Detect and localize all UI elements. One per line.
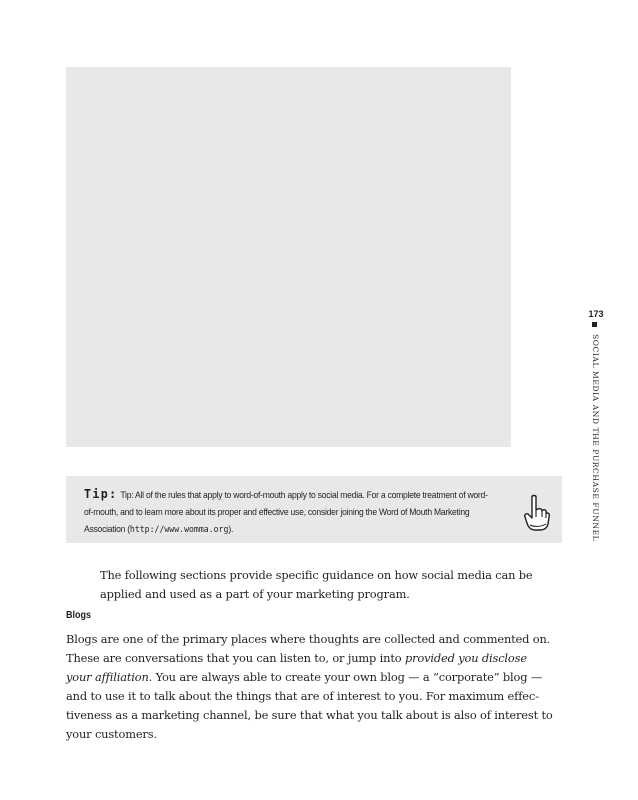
paragraph-blogs-line-3-text: . You are always able to create your own blog — a “corporate” blog — (148, 670, 543, 684)
figure-placeholder (66, 67, 511, 447)
page-number: 173 (588, 309, 604, 319)
tip-line-1-text: Tip: All of the rules that apply to word-of-mouth apply to social media. For a complete treatment of word- (120, 490, 488, 500)
tip-url[interactable]: http://www.womma.org (129, 525, 229, 535)
tip-line-2: of-mouth, and to learn more about its proper and effective use, consider joining the Word of Mouth Marketing (84, 507, 470, 517)
paragraph-blogs-line-6: your customers. (66, 727, 157, 741)
paragraph-blogs-line-2 (66, 649, 527, 668)
running-head: SOCIAL MEDIA AND THE PURCHASE FUNNEL (591, 334, 600, 542)
tip-box (66, 476, 562, 543)
paragraph-blogs-line-2-text: These are conversations that you can listen to, or jump into (66, 651, 405, 665)
paragraph-blogs-line-3 (66, 668, 543, 687)
tip-line-3 (84, 521, 484, 539)
paragraph-intro (66, 566, 533, 604)
pointing-hand-icon (521, 493, 551, 533)
paragraph-blogs-line-1: Blogs are one of the primary places where thoughts are collected and commented on. (66, 632, 551, 646)
tip-line-1 (84, 485, 488, 504)
paragraph-blogs-line-2-italic: provided you disclose (404, 651, 527, 665)
paragraph-blogs-line-5: tiveness as a marketing channel, be sure that what you talk about is also of interest to (66, 708, 553, 722)
paragraph-blogs-line-4: and to use it to talk about the things that are of interest to you. For maximum effec- (66, 689, 539, 703)
paragraph-intro-line-2: applied and used as a part of your marketing program. (100, 587, 410, 601)
paragraph-blogs (66, 630, 553, 744)
paragraph-blogs-line-3-italic: your affiliation (66, 670, 149, 684)
section-heading-blogs: Blogs (66, 610, 92, 621)
tip-line-3-after: ). (228, 524, 234, 534)
paragraph-intro-line-1: The following sections provide specific guidance on how social media can be (100, 568, 533, 582)
tip-line-3-before: Association ( (84, 524, 130, 534)
running-head-bullet (592, 322, 597, 327)
tip-label: Tip: (84, 486, 118, 501)
tip-text (84, 485, 488, 539)
